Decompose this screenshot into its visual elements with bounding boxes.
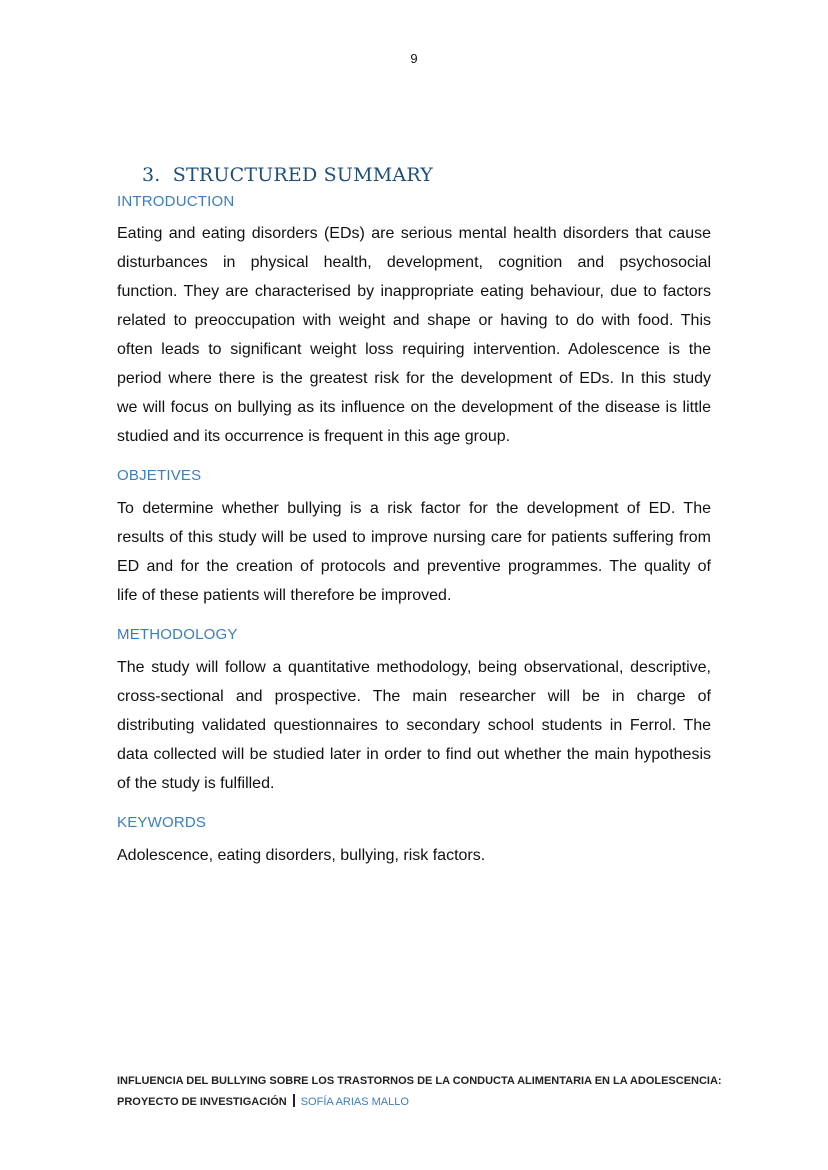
- text-line: distributing validated questionnaires to secondary school students in Ferrol. The: [117, 717, 711, 734]
- methodology-paragraph: [117, 653, 711, 798]
- methodology-heading: METHODOLOGY: [117, 626, 238, 643]
- text-line: The study will follow a quantitative methodology, being observational, descriptive,: [117, 659, 711, 676]
- text-line: studied and its occurrence is frequent in this age group.: [117, 428, 511, 445]
- footer-project-label: PROYECTO DE INVESTIGACIÓN: [117, 1096, 287, 1108]
- text-line: cross-sectional and prospective. The main researcher will be in charge of: [117, 688, 711, 705]
- text-line: we will focus on bullying as its influence on the development of the disease is little: [117, 399, 711, 416]
- section-number: 3.: [142, 164, 161, 186]
- introduction-heading: INTRODUCTION: [117, 193, 235, 210]
- keywords-heading: KEYWORDS: [117, 814, 207, 831]
- section-title: [142, 164, 433, 186]
- page-footer: [117, 1071, 722, 1113]
- section-title-text: STRUCTURED SUMMARY: [172, 164, 433, 186]
- text-line: function. They are characterised by inappropriate eating behaviour, due to factors: [117, 283, 711, 300]
- footer-author: SOFÍA ARIAS MALLO: [300, 1096, 409, 1108]
- page-number: 9: [410, 51, 418, 66]
- text-line: data collected will be studied later in order to find out whether the main hypothesis: [117, 746, 711, 763]
- keywords-paragraph: [117, 841, 711, 870]
- objetives-heading: OBJETIVES: [117, 467, 202, 484]
- text-line: Eating and eating disorders (EDs) are serious mental health disorders that cause: [117, 225, 711, 242]
- text-line: results of this study will be used to improve nursing care for patients suffering from: [117, 529, 711, 546]
- keywords-text: Adolescence, eating disorders, bullying, risk factors.: [117, 847, 486, 864]
- footer-subtitle-line: [117, 1092, 722, 1113]
- text-line: period where there is the greatest risk for the development of EDs. In this study: [117, 370, 711, 387]
- text-line: often leads to significant weight loss requiring intervention. Adolescence is the: [117, 341, 711, 358]
- text-line: To determine whether bullying is a risk factor for the development of ED. The: [117, 500, 711, 517]
- text-line: disturbances in physical health, development, cognition and psychosocial: [117, 254, 711, 271]
- introduction-paragraph: [117, 219, 711, 451]
- footer-title-line: INFLUENCIA DEL BULLYING SOBRE LOS TRASTORNOS DE LA CONDUCTA ALIMENTARIA EN LA ADOLESCENCIA:: [117, 1075, 722, 1087]
- text-line: ED and for the creation of protocols and preventive programmes. The quality of: [117, 558, 711, 575]
- text-line: of the study is fulfilled.: [117, 775, 275, 792]
- footer-divider: [293, 1094, 295, 1107]
- text-line: life of these patients will therefore be improved.: [117, 587, 452, 604]
- text-line: related to preoccupation with weight and shape or having to do with food. This: [117, 312, 711, 329]
- objetives-paragraph: [117, 494, 711, 610]
